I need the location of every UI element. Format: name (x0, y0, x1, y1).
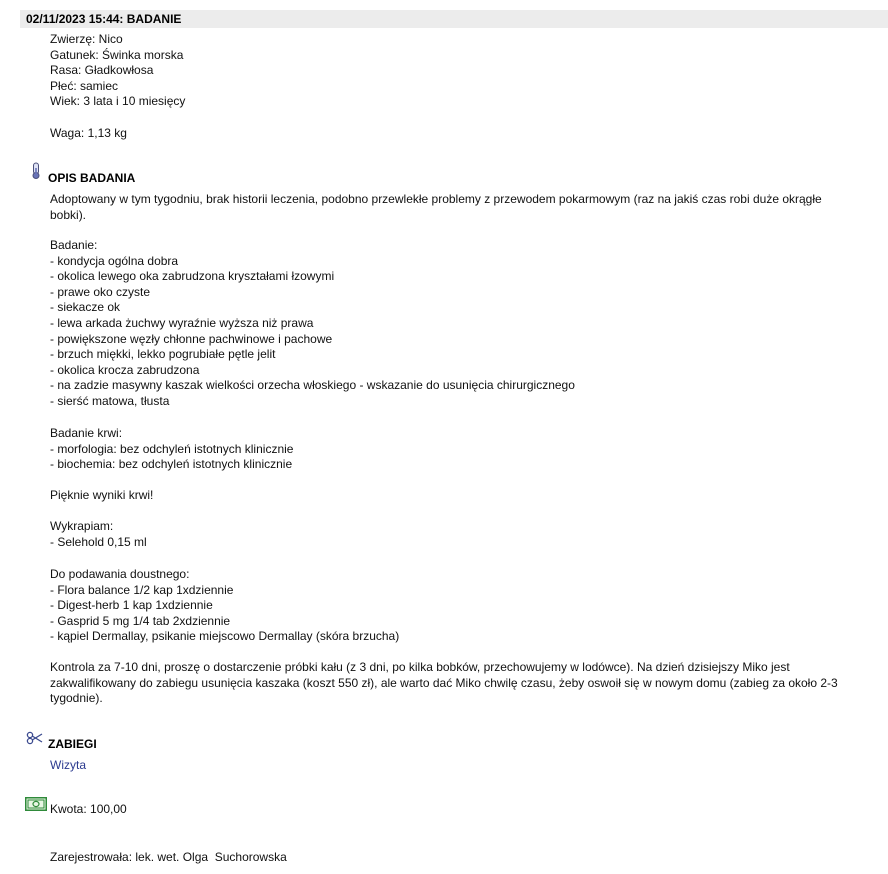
finding-item: - prawe oko czyste (50, 284, 151, 299)
finding-item: - sierść matowa, tłusta (50, 393, 170, 408)
banknote-icon (25, 797, 47, 811)
patient-weight: Waga: 1,13 kg (50, 126, 127, 140)
procedure-item-visit[interactable]: Wizyta (50, 758, 86, 772)
blood-note: Pięknie wyniki krwi! (50, 488, 154, 502)
oral-item: - Gasprid 5 mg 1/4 tab 2xdziennie (50, 613, 231, 628)
finding-item: - na zadzie masywny kaszak wielkości orzecha włoskiego - wskazanie do usunięcia chirurgicznego (50, 378, 575, 393)
finding-item: - lewa arkada żuchwy wyraźnie wyższa niż prawa (50, 315, 314, 330)
drops-item: - Selehold 0,15 ml (50, 534, 147, 549)
oral-item: - Flora balance 1/2 kap 1xdziennie (50, 582, 234, 597)
finding-item: - kondycja ogólna dobra (50, 253, 179, 268)
blood-label: Badanie krwi: (50, 426, 123, 440)
procedures-title: ZABIEGI (48, 737, 97, 751)
oral-item: - Digest-herb 1 kap 1xdziennie (50, 598, 213, 613)
oral-meds (50, 567, 399, 645)
registered-by: Zarejestrowała: lek. wet. Olga Suchorowska (50, 850, 287, 864)
exam-findings (50, 238, 575, 410)
finding-item: - powiększone węzły chłonne pachwinowe i pachowe (50, 331, 333, 346)
patient-animal: Zwierzę: Nico (50, 32, 123, 46)
patient-info (50, 32, 185, 110)
scissors-icon (26, 731, 44, 745)
payment-amount: Kwota: 100,00 (50, 802, 127, 816)
blood-item: - biochemia: bez odchyleń istotnych klinicznie (50, 457, 293, 472)
drops-label: Wykrapiam: (50, 519, 114, 533)
patient-age: Wiek: 3 lata i 10 miesięcy (50, 94, 186, 109)
finding-item: - brzuch miękki, lekko pogrubiałe pętle jelit (50, 347, 276, 362)
exam-label: Badanie: (50, 238, 98, 252)
drops (50, 519, 147, 550)
followup-note: Kontrola za 7-10 dni, proszę o dostarczenie próbki kału (z 3 dni, po kilka bobków, przechowujemy w lodówce). Na dzień dzisiejszy Miko jest zakwalifikowany do zabiegu usunięcia kaszaka (koszt 550 zł), ale warto dać Miko chwilę czasu, żeby oswoił się w nowym domu (zabieg za około 2-3 tygodnie). (50, 660, 838, 706)
patient-sex: Płeć: samiec (50, 78, 119, 93)
exam-intro: Adoptowany w tym tygodniu, brak historii leczenia, podobno przewlekłe problemy z przewodem pokarmowym (raz na jakiś czas robi duże okrągłe bobki). (50, 192, 822, 222)
exam-title: OPIS BADANIA (48, 171, 136, 185)
finding-item: - siekacze ok (50, 300, 121, 315)
blood-tests (50, 426, 293, 473)
thermometer-icon (30, 162, 42, 180)
visit-header: 02/11/2023 15:44: BADANIE (26, 12, 182, 26)
patient-species: Gatunek: Świnka morska (50, 47, 184, 62)
finding-item: - okolica lewego oka zabrudzona kryształami łzowymi (50, 269, 335, 284)
patient-breed: Rasa: Gładkowłosa (50, 63, 154, 78)
oral-label: Do podawania doustnego: (50, 567, 190, 581)
oral-item: - kąpiel Dermallay, psikanie miejscowo Dermallay (skóra brzucha) (50, 629, 400, 644)
blood-item: - morfologia: bez odchyleń istotnych klinicznie (50, 441, 294, 456)
finding-item: - okolica krocza zabrudzona (50, 362, 200, 377)
